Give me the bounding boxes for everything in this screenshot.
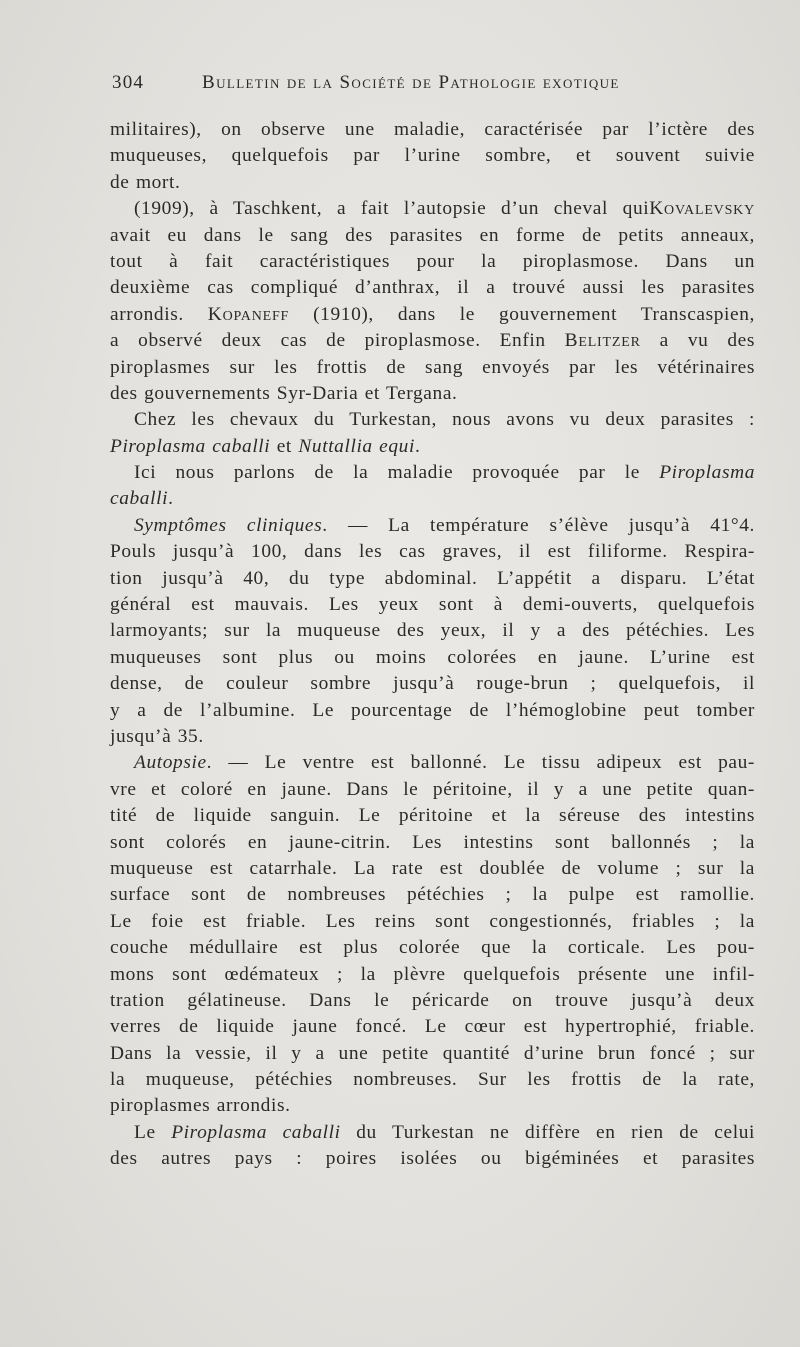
text-line (110, 618, 755, 644)
text-segment: arrondis. (110, 303, 208, 325)
italic-term: Symptômes cliniques (134, 514, 323, 536)
text-segment: mons sont œdémateux ; la plèvre quelquefois présente une infil- (110, 963, 755, 985)
text-segment: jusqu’à 35. (110, 725, 204, 747)
text-line (110, 830, 755, 856)
text-segment: tité de liquide sanguin. Le péritoine et la séreuse des intestins (110, 805, 755, 827)
text-line (110, 513, 755, 539)
text-line (110, 1067, 755, 1093)
text-line (110, 671, 755, 697)
text-line (110, 1041, 755, 1067)
text-segment: tout à fait caractéristiques pour la piroplasmose. Dans un (110, 250, 755, 272)
text-segment: piroplasmes arrondis. (110, 1095, 291, 1117)
text-segment: surface sont de nombreuses pétéchies ; la pulpe est ramollie. (110, 884, 755, 906)
text-segment: militaires), on observe une maladie, caractérisée par l’ictère des (110, 119, 755, 140)
italic-term: Piroplasma (659, 462, 755, 484)
text-line (110, 460, 755, 486)
text-segment: couche médullaire est plus colorée que la corticale. Les pou- (110, 937, 755, 959)
text-segment: . (414, 435, 421, 457)
text-line (110, 592, 755, 618)
author-name: Kopaneff (207, 303, 290, 325)
text-segment: des autres pays : poires isolées ou bigéminées et parasites (110, 1148, 755, 1170)
text-line (110, 539, 755, 565)
author-name: Belitzer (564, 330, 641, 352)
italic-term: Nuttallia equi (298, 435, 415, 457)
text-line (110, 1146, 755, 1172)
text-segment: avait eu dans le sang des parasites en forme de petits anneaux, (110, 224, 755, 246)
text-line (110, 407, 755, 433)
running-header (112, 72, 752, 100)
text-line (110, 117, 755, 143)
italic-term: Autopsie (134, 752, 207, 774)
text-segment: Le (134, 1121, 172, 1143)
text-segment: y a de l’albumine. Le pourcentage de l’hémoglobine peut tomber (110, 699, 755, 721)
text-segment: muqueuses, quelquefois par l’urine sombre, et souvent suivie (110, 145, 755, 167)
author-name: Kovalevsky (649, 198, 755, 220)
text-line (110, 856, 755, 882)
text-line (110, 882, 755, 908)
text-segment: a vu des (640, 330, 756, 352)
text-segment: (1910), dans le gouvernement Transcaspien, (289, 303, 755, 325)
text-line (110, 803, 755, 829)
text-line (110, 223, 755, 249)
text-line (110, 909, 755, 935)
text-segment: général est mauvais. Les yeux sont à demi-ouverts, quelquefois (110, 594, 755, 616)
text-line (110, 962, 755, 988)
text-line (110, 1014, 755, 1040)
text-segment: la muqueuse, pétéchies nombreuses. Sur les frottis de la rate, (110, 1069, 755, 1091)
text-segment: de mort. (110, 171, 181, 193)
text-segment: . — La température s’élève jusqu’à 41°4. (322, 514, 755, 536)
text-line (110, 935, 755, 961)
text-line (110, 486, 755, 512)
text-segment: Le foie est friable. Les reins sont congestionnés, friables ; la (110, 910, 755, 932)
text-line (110, 170, 755, 196)
text-line (110, 777, 755, 803)
text-segment: . — Le ventre est ballonné. Le tissu adipeux est pau- (206, 752, 755, 774)
text-segment: tion jusqu’à 40, du type abdominal. L’appétit a disparu. L’état (110, 567, 755, 589)
text-segment: sont colorés en jaune-citrin. Les intestins sont ballonnés ; la (110, 831, 755, 853)
text-line (110, 381, 755, 407)
text-line (110, 698, 755, 724)
text-segment: Chez les chevaux du Turkestan, nous avons vu deux parasites : (134, 409, 755, 431)
page-number: 304 (112, 72, 145, 93)
text-line (110, 249, 755, 275)
text-line (110, 566, 755, 592)
text-line (110, 988, 755, 1014)
text-segment: vre et coloré en jaune. Dans le péritoine, il y a une petite quan- (110, 778, 755, 800)
text-line (110, 724, 755, 750)
text-line (110, 275, 755, 301)
text-line (110, 143, 755, 169)
text-segment: tration gélatineuse. Dans le péricarde on trouve jusqu’à deux (110, 989, 755, 1011)
text-segment: et (270, 435, 299, 457)
text-segment: Ici nous parlons de la maladie provoquée par le (134, 462, 660, 484)
text-segment: deuxième cas compliqué d’anthrax, il a trouvé aussi les parasites (110, 277, 755, 299)
text-segment: (1909), à Taschkent, a fait l’autopsie d’un cheval qui (134, 198, 650, 220)
italic-term: Piroplasma caballi (171, 1121, 341, 1143)
text-line (110, 196, 755, 222)
text-line (110, 328, 755, 354)
text-line (110, 434, 755, 460)
text-line (110, 1120, 755, 1146)
text-segment: piroplasmes sur les frottis de sang envoyés par les vétérinaires (110, 356, 755, 378)
text-segment: a observé deux cas de piroplasmose. Enfin (110, 330, 565, 352)
text-segment: des gouvernements Syr-Daria et Tergana. (110, 382, 458, 404)
text-line (110, 1093, 755, 1119)
text-line (110, 302, 755, 328)
italic-term: Piroplasma caballi (110, 435, 271, 457)
text-segment: larmoyants; sur la muqueuse des yeux, il y a des pétéchies. Les (110, 620, 755, 642)
text-segment: verres de liquide jaune foncé. Le cœur est hypertrophié, friable. (110, 1016, 755, 1038)
text-line (110, 750, 755, 776)
text-segment: du Turkestan ne diffère en rien de celui (340, 1121, 755, 1143)
text-segment: dense, de couleur sombre jusqu’à rouge-brun ; quelquefois, il (110, 673, 755, 695)
text-line (110, 355, 755, 381)
italic-term: caballi (110, 488, 169, 510)
text-segment: Dans la vessie, il y a une petite quantité d’urine brun foncé ; sur (110, 1042, 755, 1064)
text-segment: Pouls jusqu’à 100, dans les cas graves, il est filiforme. Respira- (110, 541, 755, 563)
running-title: Bulletin de la Société de Pathologie exotique (202, 72, 620, 93)
text-segment: muqueuse est catarrhale. La rate est doublée de volume ; sur la (110, 857, 755, 879)
text-segment: . (168, 488, 174, 510)
body-text (110, 117, 755, 1173)
text-line (110, 645, 755, 671)
text-segment: muqueuses sont plus ou moins colorées en jaune. L’urine est (110, 646, 755, 668)
